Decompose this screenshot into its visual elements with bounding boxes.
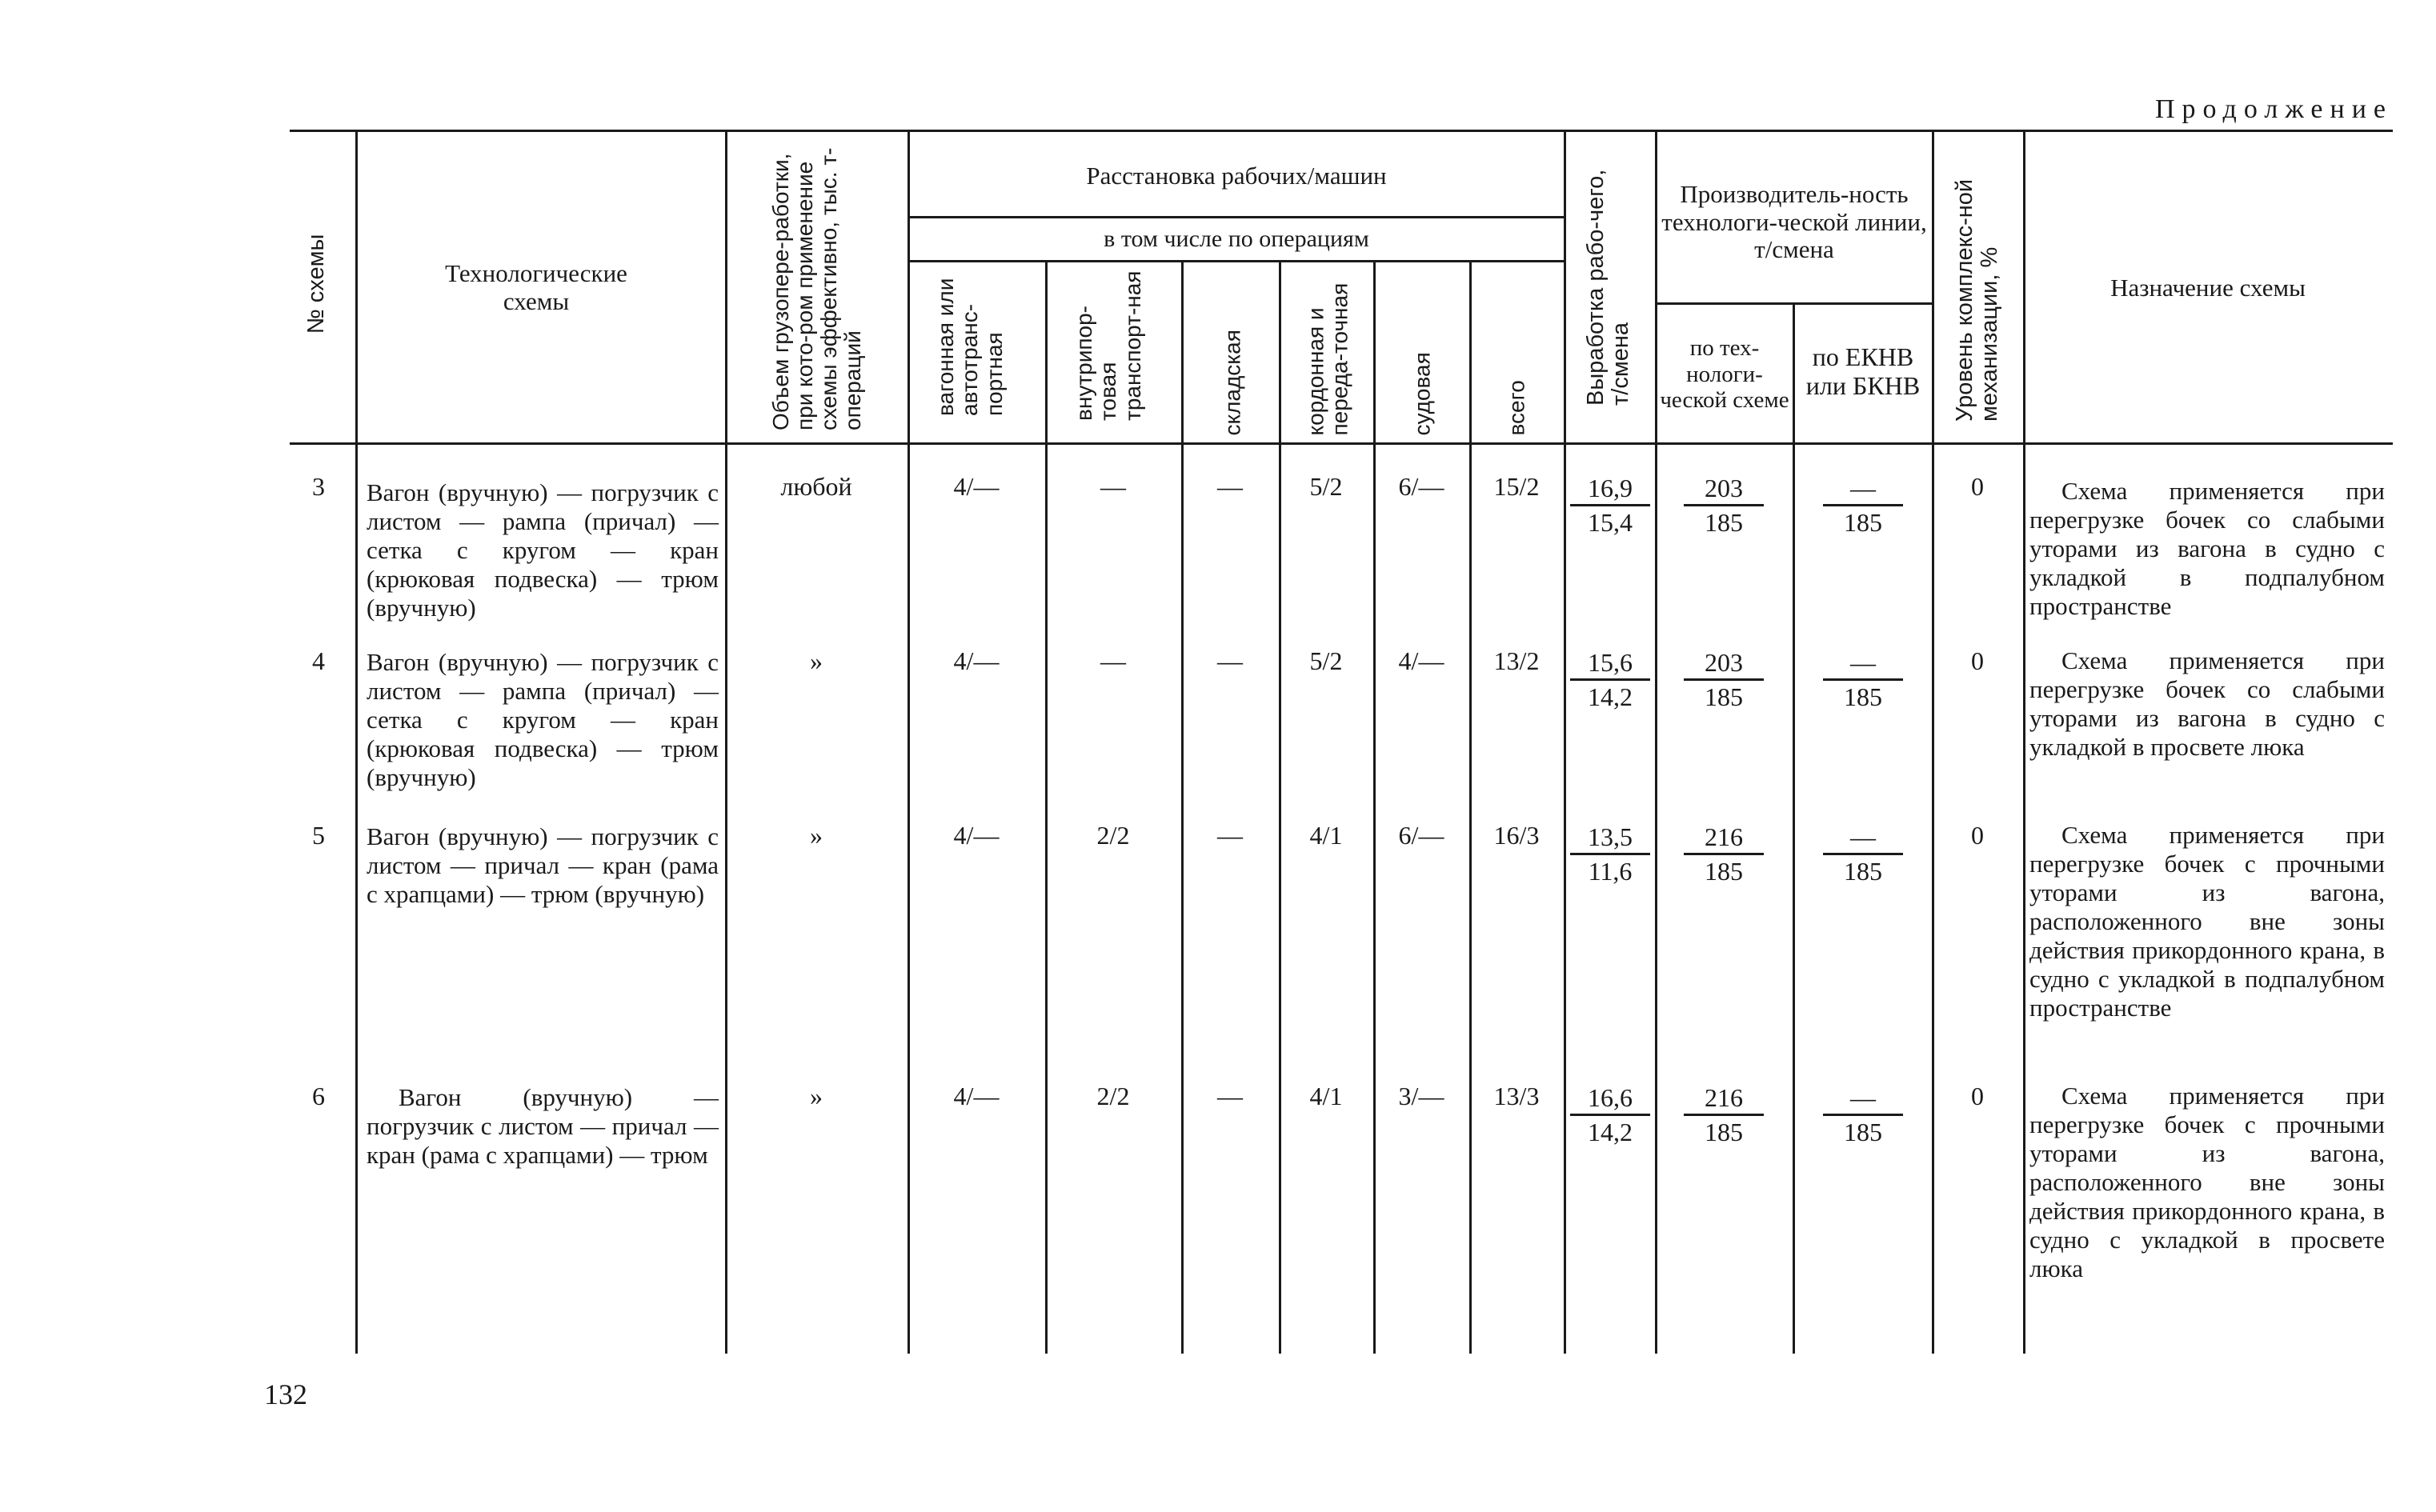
row-productivity (1684, 646, 1764, 713)
header-volume: Объем грузопере-работки, при кото-ром применение схемы эффективно, тыс. т-операций (767, 147, 866, 430)
row-op-warehouse: — (1217, 821, 1243, 850)
row-op-wagon: 4/— (953, 646, 1000, 675)
col-rule (355, 130, 358, 1354)
header-by-scheme: по тех-нологи-ческой схеме (1660, 335, 1789, 414)
row-op-warehouse: — (1217, 1082, 1243, 1110)
row-op-cordon: 4/1 (1309, 1082, 1343, 1110)
row-ekhnv (1823, 472, 1903, 538)
output-numerator: 16,6 (1588, 1083, 1633, 1112)
header-placement: Расстановка рабочих/машин (1086, 161, 1387, 190)
col-rule (1469, 260, 1472, 1354)
row-purpose: Схема применяется при перегрузке бочек с прочными уторами из вагона, расположенного вне зоны действия прикордонного крана, в судно с укладкой в подпалубном пространстве (2029, 821, 2385, 1022)
header-by-ekhnv: по ЕКНВ или БКНВ (1805, 342, 1921, 400)
row-mech-level: 0 (1971, 821, 1984, 850)
row-output (1570, 1082, 1650, 1148)
col-rule (1564, 130, 1566, 1354)
table-top-rule (290, 130, 2393, 132)
row-productivity (1684, 472, 1764, 538)
row-scheme-text: Вагон (вручную) — погрузчик с листом — причал — кран (рама с храпцами) — трюм (367, 1083, 719, 1169)
row-scheme-no: 4 (312, 646, 325, 675)
row-op-warehouse: — (1217, 472, 1243, 501)
header-mech-level: Уровень комплекс-ной механизации, % (1951, 178, 2002, 422)
header-op-cordon: кордонная и переда-точная (1303, 282, 1352, 436)
header-bottom-rule (290, 442, 2393, 445)
row-scheme-no: 6 (312, 1082, 325, 1110)
row-op-internal: 2/2 (1096, 821, 1130, 850)
header-op-warehouse: складская (1220, 330, 1245, 436)
row-op-ship: 3/— (1398, 1082, 1444, 1110)
col-rule (725, 130, 727, 1354)
row-op-cordon: 5/2 (1309, 646, 1343, 675)
row-scheme-no: 5 (312, 821, 325, 850)
row-volume: » (810, 1082, 823, 1110)
output-numerator: 13,5 (1588, 822, 1633, 851)
ekhnv-denominator: 185 (1823, 1114, 1903, 1148)
row-op-total: 13/2 (1493, 646, 1540, 675)
row-op-cordon: 5/2 (1309, 472, 1343, 501)
row-op-total: 16/3 (1493, 821, 1540, 850)
row-volume: » (810, 646, 823, 675)
col-rule (1932, 130, 1934, 1354)
row-productivity (1684, 1082, 1764, 1148)
row-purpose: Схема применяется при перегрузке бочек со слабыми уторами из вагона в судно с укладкой в подпалубном пространстве (2029, 477, 2385, 620)
placement-rule (909, 216, 1565, 218)
ekhnv-numerator: — (1850, 1083, 1876, 1112)
productivity-denominator: 185 (1684, 504, 1764, 538)
row-ekhnv (1823, 1082, 1903, 1148)
header-op-total: всего (1504, 380, 1529, 436)
row-op-total: 13/3 (1493, 1082, 1540, 1110)
row-op-internal: 2/2 (1096, 1082, 1130, 1110)
output-denominator: 15,4 (1570, 504, 1650, 538)
header-purpose: Назначение схемы (2110, 273, 2306, 302)
productivity-denominator: 185 (1684, 1114, 1764, 1148)
output-denominator: 14,2 (1570, 1114, 1650, 1148)
ekhnv-denominator: 185 (1823, 853, 1903, 887)
row-op-wagon: 4/— (953, 472, 1000, 501)
row-output (1570, 646, 1650, 713)
row-scheme-text: Вагон (вручную) — погрузчик с листом — причал — кран (рама с храпцами) — трюм (вручную) (367, 822, 719, 908)
output-denominator: 14,2 (1570, 678, 1650, 713)
header-op-internal: внутрипор-товая транспорт-ная (1072, 270, 1145, 421)
row-op-cordon: 4/1 (1309, 821, 1343, 850)
col-rule (1045, 260, 1048, 1354)
col-rule (1181, 260, 1184, 1354)
header-productivity: Производитель-ность технологи-ческой линии, т/смена (1661, 179, 1927, 264)
continuation-label: Продолжение (2154, 94, 2393, 124)
row-purpose: Схема применяется при перегрузке бочек со слабыми уторами из вагона в судно с укладкой в просвете люка (2029, 646, 2385, 761)
output-numerator: 16,9 (1588, 474, 1633, 502)
col-rule (1793, 302, 1795, 1354)
row-mech-level: 0 (1971, 1082, 1984, 1110)
header-op-ship: судовая (1409, 352, 1435, 436)
row-op-ship: 6/— (1398, 472, 1444, 501)
row-output (1570, 472, 1650, 538)
productivity-denominator: 185 (1684, 678, 1764, 713)
row-op-internal: — (1100, 472, 1126, 501)
row-output (1570, 821, 1650, 887)
ekhnv-numerator: — (1850, 822, 1876, 851)
output-numerator: 15,6 (1588, 648, 1633, 677)
header-tech-schemes: Технологические схемы (445, 259, 627, 315)
row-op-wagon: 4/— (953, 1082, 1000, 1110)
row-purpose: Схема применяется при перегрузке бочек с прочными уторами из вагона, расположенного вне зоны действия прикордонного крана, в судно с укладкой в просвете люка (2029, 1082, 2385, 1282)
header-scheme-no: № схемы (303, 234, 330, 334)
ekhnv-denominator: 185 (1823, 504, 1903, 538)
header-including: в том числе по операциям (1104, 226, 1369, 253)
row-ekhnv (1823, 646, 1903, 713)
col-rule (1655, 130, 1657, 1354)
productivity-numerator: 203 (1705, 648, 1743, 677)
productivity-numerator: 216 (1705, 822, 1743, 851)
row-op-warehouse: — (1217, 646, 1243, 675)
row-op-ship: 4/— (1398, 646, 1444, 675)
productivity-numerator: 216 (1705, 1083, 1743, 1112)
row-volume: любой (780, 472, 852, 501)
page-number: 132 (264, 1378, 307, 1410)
productivity-numerator: 203 (1705, 474, 1743, 502)
ekhnv-numerator: — (1850, 648, 1876, 677)
row-ekhnv (1823, 821, 1903, 887)
row-productivity (1684, 821, 1764, 887)
header-output: Выработка рабо-чего, т/смена (1582, 169, 1633, 406)
row-mech-level: 0 (1971, 472, 1984, 501)
output-denominator: 11,6 (1570, 853, 1650, 887)
row-volume: » (810, 821, 823, 850)
row-mech-level: 0 (1971, 646, 1984, 675)
ekhnv-denominator: 185 (1823, 678, 1903, 713)
row-op-total: 15/2 (1493, 472, 1540, 501)
col-rule (2023, 130, 2025, 1354)
ekhnv-numerator: — (1850, 474, 1876, 502)
row-op-internal: — (1100, 646, 1126, 675)
row-scheme-text: Вагон (вручную) — погрузчик с листом — рампа (причал) — сетка с кругом — кран (крюковая подвеска) — трюм (вручную) (367, 478, 719, 622)
row-op-wagon: 4/— (953, 821, 1000, 850)
row-scheme-no: 3 (312, 472, 325, 501)
row-op-ship: 6/— (1398, 821, 1444, 850)
productivity-denominator: 185 (1684, 853, 1764, 887)
header-op-wagon: вагонная или автотранс-портная (933, 278, 1007, 416)
row-scheme-text: Вагон (вручную) — погрузчик с листом — рампа (причал) — сетка с кругом — кран (крюковая подвеска) — трюм (вручную) (367, 648, 719, 791)
